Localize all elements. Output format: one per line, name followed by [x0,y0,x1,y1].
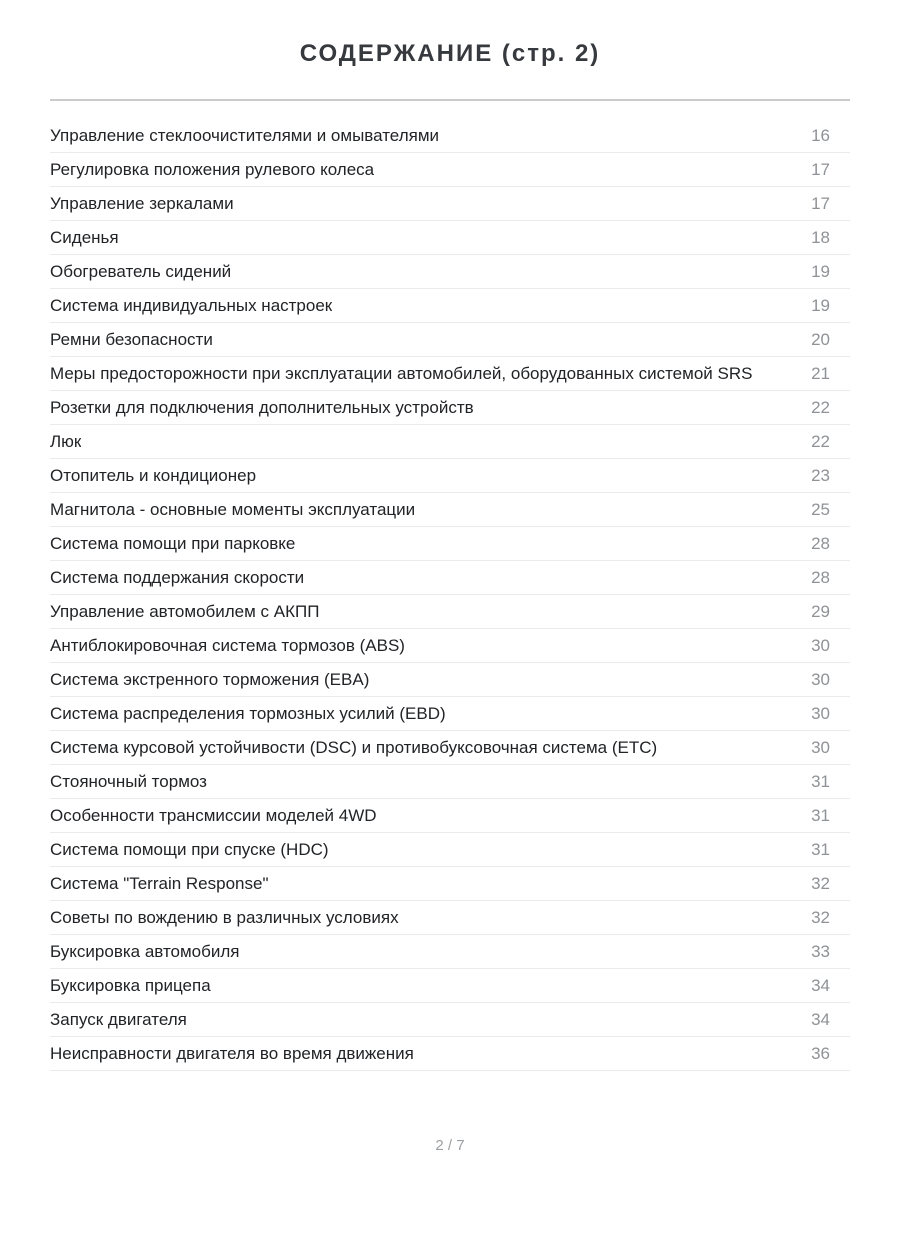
toc-row [50,595,850,629]
toc-row [50,119,850,153]
toc-entry-title: Советы по вождению в различных условиях [50,907,399,927]
toc-row [50,255,850,289]
toc-row [50,527,850,561]
toc-entry-title: Система помощи при парковке [50,533,296,553]
toc-entry-title: Особенности трансмиссии моделей 4WD [50,805,377,825]
toc-row [50,357,850,391]
toc-entry-page-number: 31 [811,839,830,859]
toc-entry-title: Система индивидуальных настроек [50,295,333,315]
toc-entry-page-number: 28 [811,533,830,553]
toc-row [50,901,850,935]
toc-row [50,459,850,493]
toc-row [50,493,850,527]
toc-row [50,935,850,969]
toc-row [50,391,850,425]
toc-entry-title: Розетки для подключения дополнительных устройств [50,397,474,417]
toc-entry-title: Меры предосторожности при эксплуатации автомобилей, оборудованных системой SRS [50,363,753,383]
toc-entry-title: Система курсовой устойчивости (DSC) и противобуксовочная система (ETC) [50,737,658,757]
toc-entry-page-number: 20 [811,329,830,349]
toc-entry-title: Управление зеркалами [50,193,234,213]
toc-row [50,153,850,187]
toc-entry-title: Система экстренного торможения (EBA) [50,669,370,689]
toc-entry-page-number: 29 [811,601,830,621]
toc-entry-title: Система помощи при спуске (HDC) [50,839,329,859]
toc-entry-title: Сиденья [50,227,119,247]
toc-entry-title: Буксировка автомобиля [50,941,240,961]
toc-entry-title: Управление стеклоочистителями и омывателями [50,125,439,145]
toc-entry-title: Буксировка прицепа [50,975,211,995]
toc-entry-title: Магнитола - основные моменты эксплуатации [50,499,416,519]
toc-row [50,867,850,901]
toc-row [50,629,850,663]
toc-entry-page-number: 30 [811,737,830,757]
toc-row [50,799,850,833]
toc-row [50,289,850,323]
toc-entry-page-number: 19 [811,261,830,281]
page-indicator: 2 / 7 [435,1137,465,1154]
toc-row [50,833,850,867]
toc-entry-page-number: 17 [811,159,830,179]
toc-entry-title: Отопитель и кондиционер [50,465,257,485]
toc-entry-page-number: 22 [811,431,830,451]
toc-entry-title: Регулировка положения рулевого колеса [50,159,375,179]
toc-entry-page-number: 19 [811,295,830,315]
toc-entry-page-number: 32 [811,873,830,893]
toc-row [50,221,850,255]
toc-row [50,731,850,765]
toc-entry-page-number: 30 [811,635,830,655]
toc-entry-page-number: 33 [811,941,830,961]
toc-row [50,425,850,459]
toc-entry-title: Управление автомобилем с АКПП [50,601,320,621]
toc-entry-page-number: 28 [811,567,830,587]
title-divider [50,99,850,101]
toc-entry-page-number: 17 [811,193,830,213]
toc-entry-title: Система распределения тормозных усилий (EBD) [50,703,446,723]
toc-entry-page-number: 31 [811,805,830,825]
toc-page [0,40,900,1240]
toc-entry-page-number: 18 [811,227,830,247]
toc-row [50,561,850,595]
toc-row [50,187,850,221]
toc-list [50,119,850,1071]
toc-entry-title: Стояночный тормоз [50,771,207,791]
toc-entry-page-number: 34 [811,1009,830,1029]
toc-entry-title: Ремни безопасности [50,329,213,349]
toc-row [50,1037,850,1071]
toc-entry-page-number: 34 [811,975,830,995]
toc-entry-page-number: 23 [811,465,830,485]
toc-entry-page-number: 30 [811,703,830,723]
toc-row [50,697,850,731]
toc-entry-page-number: 31 [811,771,830,791]
toc-row [50,765,850,799]
toc-row [50,1003,850,1037]
toc-row [50,323,850,357]
page-title: СОДЕРЖАНИЕ (стр. 2) [299,40,601,67]
toc-row [50,663,850,697]
toc-entry-title: Неисправности двигателя во время движения [50,1043,414,1063]
toc-entry-title: Запуск двигателя [50,1009,187,1029]
toc-row [50,969,850,1003]
toc-entry-page-number: 21 [811,363,830,383]
toc-content [50,40,850,1154]
toc-entry-page-number: 32 [811,907,830,927]
toc-entry-page-number: 25 [811,499,830,519]
toc-entry-title: Обогреватель сидений [50,261,232,281]
toc-entry-title: Люк [50,431,82,451]
toc-entry-page-number: 22 [811,397,830,417]
toc-entry-page-number: 16 [811,125,830,145]
toc-entry-title: Система поддержания скорости [50,567,305,587]
toc-entry-page-number: 30 [811,669,830,689]
toc-entry-title: Антиблокировочная система тормозов (ABS) [50,635,405,655]
toc-entry-page-number: 36 [811,1043,830,1063]
toc-entry-title: Система "Terrain Response" [50,873,269,893]
